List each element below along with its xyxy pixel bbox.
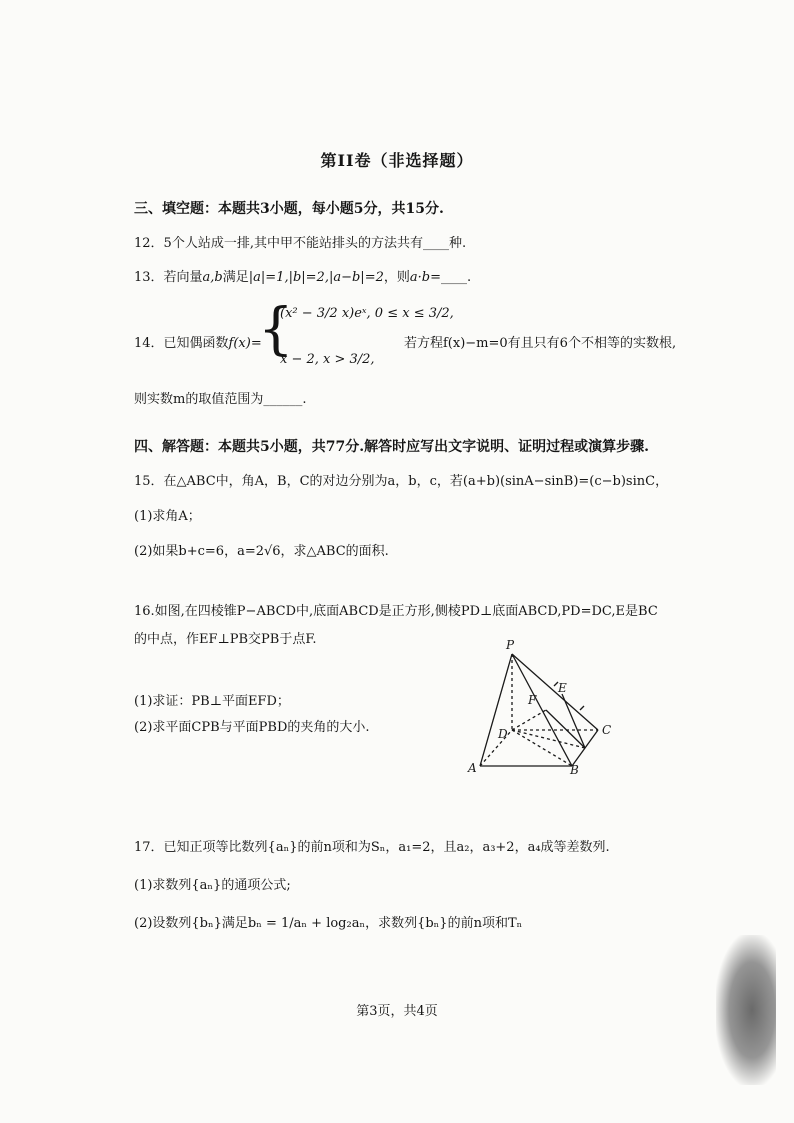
section-3-heading: 三、填空题：本题共3小题，每小题5分，共15分. xyxy=(134,201,444,217)
label-C: C xyxy=(602,723,612,737)
label-B: B xyxy=(570,763,579,774)
label-A: A xyxy=(468,761,477,774)
q14-line-2: 则实数m的取值范围为______. xyxy=(134,392,307,407)
label-P: P xyxy=(506,638,515,652)
q15-part-1: (1)求角A； xyxy=(134,509,201,524)
piecewise-brace: { xyxy=(258,297,294,362)
segment-DF xyxy=(512,710,546,730)
q17-part-2: (2)设数列{bₙ}满足bₙ = 1/aₙ + log₂aₙ，求数列{bₙ}的前n项和Tₙ xyxy=(134,916,523,931)
edge-PB xyxy=(512,654,572,766)
q13-suffix: =____. xyxy=(430,270,472,285)
edge-PA xyxy=(480,654,512,766)
q13-vectors: a,b xyxy=(202,270,223,285)
q14-prefix-text: 14．已知偶函数 xyxy=(134,336,229,351)
tick-mark xyxy=(580,706,584,710)
q15-part-2: (2)如果b+c=6，a=2√6，求△ABC的面积. xyxy=(134,544,389,559)
q14-case-1: (x² − 3/2 x)eˣ, 0 ≤ x ≤ 3/2, xyxy=(280,306,454,321)
question-13 xyxy=(134,266,471,285)
q16-stem-line-1: 16.如图,在四棱锥P−ABCD中,底面ABCD是正方形,侧棱PD⊥底面ABCD,PD=DC,E是BC xyxy=(134,604,658,619)
q17-part-1: (1)求数列{aₙ}的通项公式; xyxy=(134,878,291,893)
q14-suffix: 若方程f(x)−m=0有且只有6个不相等的实数根, xyxy=(404,336,677,351)
label-D: D xyxy=(498,727,508,741)
q14-prefix xyxy=(134,332,262,351)
question-12: 12．5个人站成一排,其中甲不能站排头的方法共有____种. xyxy=(134,236,467,251)
scan-smudge xyxy=(716,935,776,1085)
q15-stem: 15．在△ABC中，角A，B，C的对边分别为a，b，c，若(a+b)(sinA−sinB)=(c−b)sinC， xyxy=(134,474,669,489)
q13-condition: |a|=1,|b|=2,|a−b|=2 xyxy=(248,270,384,285)
segment-E-mid xyxy=(562,694,585,748)
page-footer: 第3页，共4页 xyxy=(356,1004,438,1019)
q14-fx: f(x)= xyxy=(228,336,262,351)
label-F: F xyxy=(528,693,537,707)
q14-case-2: x − 2, x > 3/2, xyxy=(280,352,375,367)
q17-stem: 17．已知正项等比数列{aₙ}的前n项和为Sₙ，a₁=2，且a₂，a₃+2，a₄成等差数列. xyxy=(134,840,610,855)
q13-prefix: 13．若向量 xyxy=(134,270,203,285)
segment-DE xyxy=(512,730,585,748)
label-E: E xyxy=(558,681,567,695)
pyramid-figure xyxy=(462,634,622,774)
q16-part-2: (2)求平面CPB与平面PBD的夹角的大小. xyxy=(134,720,370,735)
page-title: 第II卷（非选择题） xyxy=(320,151,474,170)
q13-mid: 满足 xyxy=(222,270,249,285)
section-4-heading: 四、解答题：本题共5小题，共77分.解答时应写出文字说明、证明过程或演算步骤. xyxy=(134,439,649,455)
q16-part-1: (1)求证：PB⊥平面EFD； xyxy=(134,694,290,709)
q13-then: ，则 xyxy=(383,270,410,285)
q16-stem-line-2: 的中点，作EF⊥PB交PB于点F. xyxy=(134,632,317,647)
q13-expression: a·b xyxy=(409,270,431,285)
